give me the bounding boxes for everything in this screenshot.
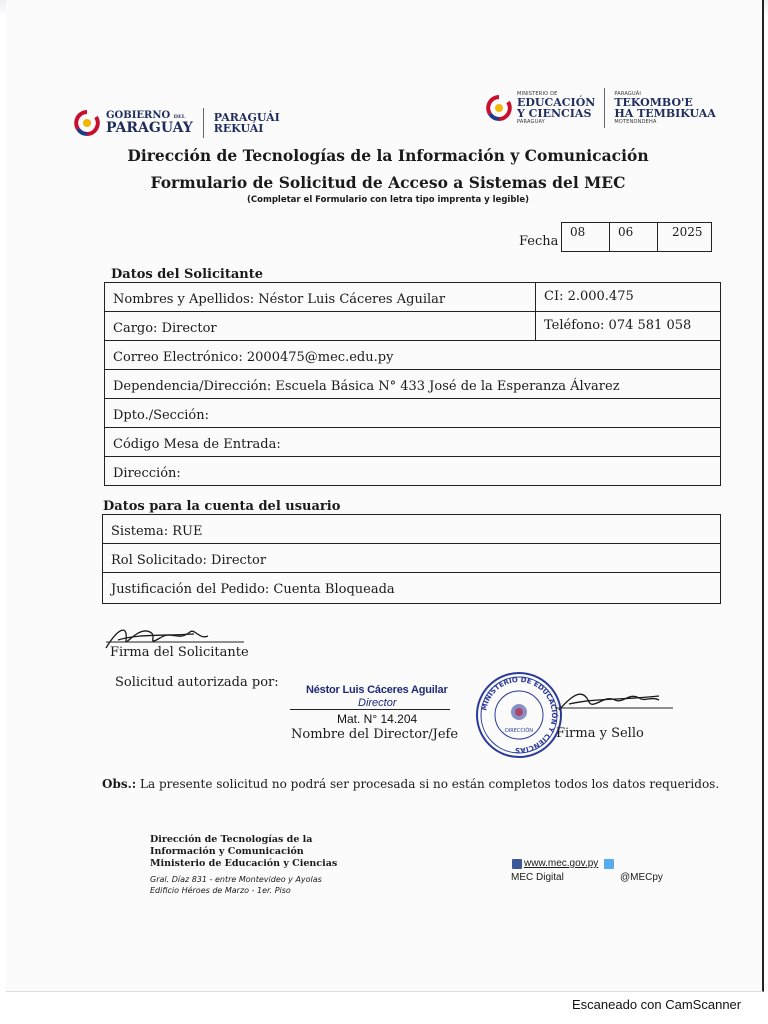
- logo-tekombo: TEKOMBO'E: [614, 96, 693, 109]
- header-title-2: Formulario de Solicitud de Acceso a Sistemas del MEC: [150, 173, 626, 192]
- seal-outer-text: MINISTERIO DE EDUCACIÓN Y CIENCIAS: [480, 675, 559, 755]
- field-sistema: Sistema: RUE: [111, 524, 203, 539]
- autorizada-label: Solicitud autorizada por:: [115, 675, 279, 690]
- field-codigo: Código Mesa de Entrada:: [113, 437, 281, 452]
- row-direccion: [105, 457, 720, 486]
- logo-educacion: EDUCACIÓN: [517, 96, 596, 109]
- footer-web: [512, 858, 614, 869]
- field-ci-cell: [535, 283, 634, 311]
- logo-tembikuaa: HA TEMBIKUAA: [614, 107, 716, 120]
- section-title-cuenta: Datos para la cuenta del usuario: [103, 499, 341, 514]
- web-link[interactable]: www.mec.gov.py: [524, 858, 599, 869]
- seal-inner-text: DIRECCIÓN: [504, 728, 534, 734]
- footer-line-2: Información y Comunicación: [150, 846, 304, 857]
- twitter-icon: [604, 859, 614, 869]
- logo-del: DEL: [173, 114, 186, 120]
- row-correo: [105, 341, 720, 370]
- logo-motenondeha: MOTENONDEHA: [614, 119, 657, 125]
- fecha-month: 06: [610, 223, 658, 251]
- mecpy-handle: @MECpy: [620, 872, 663, 883]
- logo-left-text-1: [106, 111, 193, 135]
- row-codigo: [105, 428, 720, 457]
- stamp-director-name: Néstor Luis Cáceres Aguilar: [306, 684, 448, 696]
- logo-paraguay-small: PARAGUAY: [517, 119, 545, 125]
- logo-divider-right: [604, 88, 605, 128]
- stamp-matricula: Mat. N° 14.204: [337, 712, 418, 726]
- nombre-director-label: Nombre del Director/Jefe: [291, 727, 459, 742]
- logo-right-text-1: [517, 91, 595, 125]
- logo-rekuai: REKUÁI: [213, 122, 264, 135]
- field-justificacion: Justificación del Pedido: Cuenta Bloqueada: [111, 582, 395, 597]
- logo-paraguai: PARAGUÁI: [213, 111, 280, 124]
- field-nombres: Nombres y Apellidos: Néstor Luis Cáceres Aguilar: [113, 292, 446, 307]
- mec-emblem-icon: [486, 95, 512, 121]
- row-cargo: [105, 312, 720, 341]
- row-dpto: [105, 399, 720, 428]
- logo-paraguay: PARAGUAY: [106, 120, 193, 136]
- mec-digital-label: MEC Digital: [511, 872, 564, 883]
- gobierno-paraguay-logo: [74, 108, 280, 138]
- row-justificacion: [103, 573, 720, 602]
- logo-divider: [203, 108, 204, 138]
- field-cargo: Cargo: Director: [113, 321, 217, 336]
- field-rol: Rol Solicitado: Director: [111, 553, 267, 568]
- footer-address: [150, 834, 337, 896]
- firma-solicitante-label: Firma del Solicitante: [110, 645, 249, 660]
- logo-ministerio: MINISTERIO DE: [517, 91, 558, 97]
- footer-line-5: Edificio Héroes de Marzo - 1er. Piso: [150, 886, 291, 895]
- footer-line-1: Dirección de Tecnologías de la: [150, 834, 313, 845]
- row-rol: [103, 544, 720, 573]
- logo-ciencias: Y CIENCIAS: [517, 107, 592, 120]
- field-telefono: Teléfono: 074 581 058: [544, 318, 692, 333]
- row-nombres: [105, 283, 720, 312]
- ministerio-seal: [474, 670, 564, 760]
- facebook-icon: [512, 859, 522, 869]
- fecha-box: [561, 222, 712, 252]
- stamp-director-role: Director: [358, 697, 397, 709]
- obs-label: Obs.:: [102, 777, 137, 791]
- logo-right-text-2: [614, 91, 715, 125]
- header-subtitle: (Completar el Formulario con letra tipo imprenta y legible): [247, 195, 529, 205]
- section-title-solicitante: Datos del Solicitante: [111, 267, 263, 282]
- fecha-year: 2025: [672, 225, 703, 239]
- footer-line-3: Ministerio de Educación y Ciencias: [150, 858, 338, 869]
- field-ci: CI: 2.000.475: [544, 289, 634, 304]
- header-title-1: Dirección de Tecnologías de la Información y Comunicación: [127, 146, 649, 165]
- logo-gobierno: GOBIERNO: [106, 110, 171, 121]
- fecha-label: Fecha: [519, 234, 559, 249]
- mec-logo: [486, 88, 716, 128]
- logo-left-text-2: [214, 112, 280, 134]
- firma-sello-label: Firma y Sello: [556, 726, 644, 741]
- cuenta-table: [102, 514, 721, 604]
- camscanner-watermark: Escaneado con CamScanner: [572, 997, 742, 1012]
- paraguay-emblem-icon: [74, 110, 100, 136]
- logo-paraguai-small: PARAGUÁI: [614, 91, 642, 97]
- observation-note: [102, 777, 719, 791]
- field-direccion: Dirección:: [113, 466, 181, 481]
- director-signature-mark: [555, 684, 675, 720]
- field-dpto: Dpto./Sección:: [113, 408, 209, 423]
- fecha-day: 08: [562, 223, 610, 251]
- row-dependencia: [105, 370, 720, 399]
- row-sistema: [103, 515, 720, 544]
- field-telefono-cell: [535, 312, 691, 340]
- director-signature-line: [290, 709, 450, 710]
- obs-text: La presente solicitud no podrá ser procesada si no están completos todos los datos requeridos.: [140, 777, 720, 791]
- footer-line-4: Gral. Díaz 831 - entre Montevideo y Ayolas: [150, 875, 322, 884]
- field-correo: Correo Electrónico: 2000475@mec.edu.py: [113, 350, 394, 365]
- solicitante-table: [104, 282, 721, 486]
- field-dependencia: Dependencia/Dirección: Escuela Básica N° 433 José de la Esperanza Álvarez: [113, 379, 620, 394]
